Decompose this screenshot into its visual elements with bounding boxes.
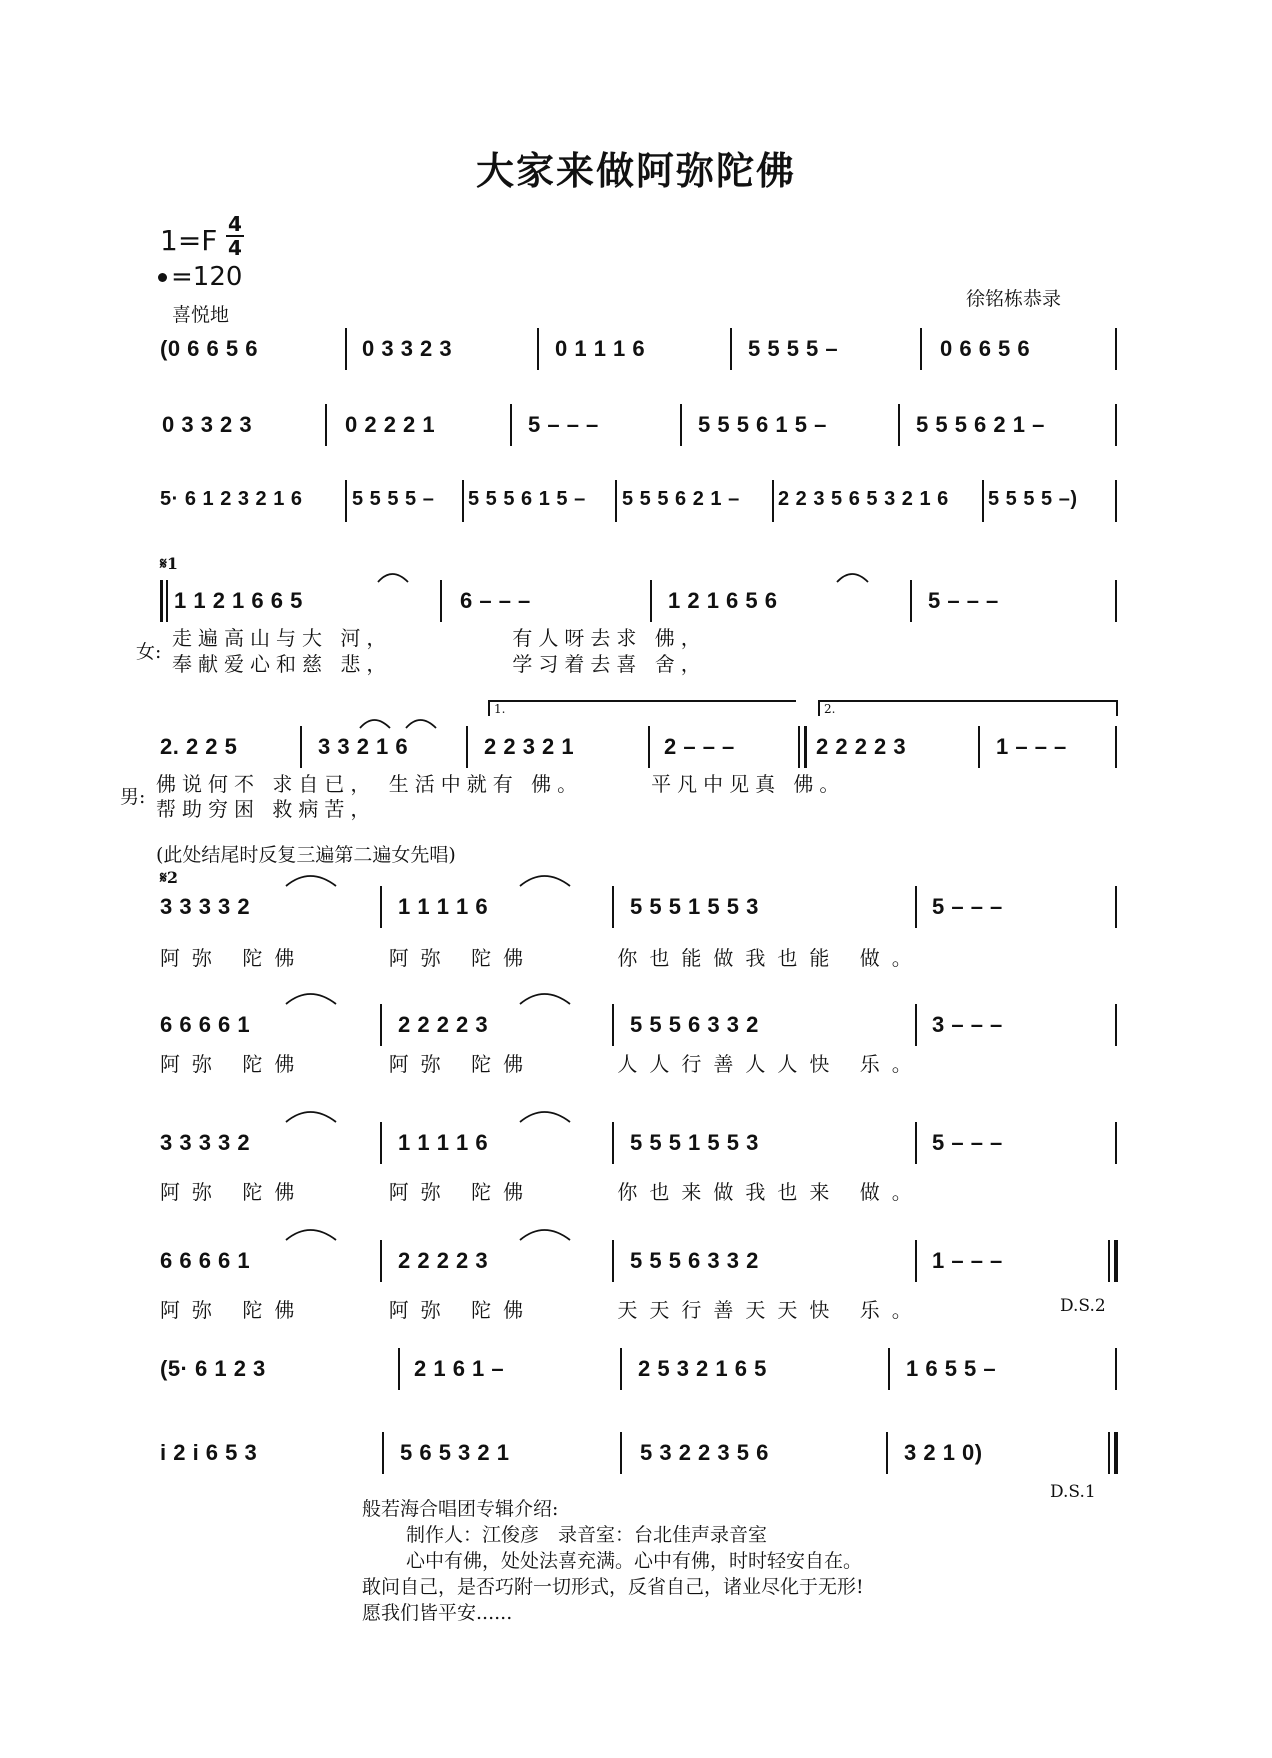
measure: (5· 6 1 2 3: [160, 1356, 266, 1381]
measure: 6 6 6 6 1: [160, 1248, 251, 1273]
measure: 0 1 1 1 6: [555, 336, 646, 361]
tempo-value: =120: [171, 262, 243, 292]
measure: 1 – – –: [932, 1248, 1003, 1273]
measure: 0 3 3 2 3: [162, 412, 253, 437]
measure: i 2 i 6 5 3: [160, 1440, 258, 1465]
album-notes-text: 心中有佛，处处法喜充满。心中有佛，时时轻安自在。: [406, 1550, 863, 1572]
expression-marking: 喜悦地: [172, 304, 230, 326]
measure: 2 – – –: [664, 734, 735, 759]
slur-mark: [520, 876, 570, 886]
slur-mark: [520, 1112, 570, 1122]
slur-mark: [286, 1112, 336, 1122]
measure: 2. 2 2 5: [160, 734, 238, 759]
measure: 6 6 6 6 1: [160, 1012, 251, 1037]
measure: 3 3 3 3 2: [160, 1130, 251, 1155]
album-notes-text: 愿我们皆平安......: [362, 1602, 513, 1624]
time-signature-bottom: 4: [228, 236, 242, 260]
volta-2-label: 2.: [824, 702, 836, 716]
album-notes-heading: 般若海合唱团专辑介绍:: [362, 1498, 559, 1520]
slur-mark: [837, 574, 868, 582]
measure: 2 2 3 2 1: [484, 734, 575, 759]
male-lyrics-verse-1: 佛说何不 求自已， 生活中就有 佛。 平凡中见真 佛。: [156, 772, 846, 796]
slur-mark: [378, 574, 408, 582]
measure: 5 5 5 6 2 1 –: [622, 488, 740, 510]
measure: 6 – – –: [460, 588, 531, 613]
measure: 0 2 2 2 1: [345, 412, 436, 437]
dal-segno-2: D.S.2: [1060, 1296, 1106, 1316]
measure: 2 2 3 5 6 5 3 2 1 6: [778, 488, 949, 510]
measure: 0 3 3 2 3: [362, 336, 453, 361]
song-title: 大家来做阿弥陀佛: [475, 149, 796, 193]
measure: 2 1 6 1 –: [414, 1356, 505, 1381]
measure: 2 5 3 2 1 6 5: [638, 1356, 767, 1381]
dal-segno-1: D.S.1: [1050, 1482, 1096, 1502]
measure: 3 – – –: [932, 1012, 1003, 1037]
key-signature: 1=F: [160, 224, 218, 257]
volta-1-label: 1.: [494, 702, 506, 716]
measure: 0 6 6 5 6: [940, 336, 1031, 361]
measure: 5· 6 1 2 3 2 1 6: [160, 488, 303, 510]
measure: 3 3 2 1 6: [318, 734, 409, 759]
measure: 5 5 5 6 1 5 –: [698, 412, 827, 437]
measure: 2 2 2 2 3: [398, 1012, 489, 1037]
measure: 5 5 5 1 5 5 3: [630, 1130, 759, 1155]
slur-mark: [520, 1230, 570, 1240]
slur-mark: [286, 876, 336, 886]
measure: 5 – – –: [528, 412, 599, 437]
chorus-lyrics: 阿弥 陀佛 阿弥 陀佛 人人行善人人快 乐。: [160, 1052, 924, 1076]
male-part-label: 男:: [120, 786, 146, 808]
measure: 5 5 5 6 2 1 –: [916, 412, 1045, 437]
slur-mark: [520, 994, 570, 1004]
measure: 3 3 3 3 2: [160, 894, 251, 919]
measure: 3 2 1 0): [904, 1440, 983, 1465]
measure: 2 2 2 2 3: [816, 734, 907, 759]
chorus-lyrics: 阿弥 陀佛 阿弥 陀佛 天天行善天天快 乐。: [160, 1298, 924, 1322]
measure: 5 6 5 3 2 1: [400, 1440, 510, 1465]
slur-mark: [286, 1230, 336, 1240]
measure: (0 6 6 5 6: [160, 336, 258, 361]
transcriber-credit: 徐铭栋恭录: [966, 288, 1062, 310]
measure: 1 6 5 5 –: [906, 1356, 997, 1381]
repeat-instruction: (此处结尾时反复三遍第二遍女先唱): [156, 844, 456, 866]
measure: 5 – – –: [928, 588, 999, 613]
time-signature-top: 4: [228, 212, 242, 236]
measure: 1 1 2 1 6 6 5: [174, 588, 303, 613]
measure: 5 5 5 1 5 5 3: [630, 894, 759, 919]
male-lyrics-verse-2: 帮助穷困 救病苦，: [156, 797, 377, 821]
slur-mark: [286, 994, 336, 1004]
measure: 5 – – –: [932, 894, 1003, 919]
measure: 5 5 5 5 –: [748, 336, 839, 361]
female-lyrics-verse-2: 奉献爱心和慈 悲， 学习着去喜 舍，: [172, 652, 707, 676]
female-lyrics-verse-1: 走遍高山与大 河， 有人呀去求 佛，: [172, 626, 707, 650]
chorus-lyrics: 阿弥 陀佛 阿弥 陀佛 你也来做我也来 做。: [160, 1180, 924, 1204]
measure: 5 5 5 5 –): [988, 488, 1078, 510]
measure: 1 – – –: [996, 734, 1067, 759]
measure: 5 – – –: [932, 1130, 1003, 1155]
segno-1: 𝄋1: [160, 554, 179, 573]
album-notes-credits: 制作人：江俊彦 录音室：台北佳声录音室: [406, 1524, 768, 1546]
chorus-lyrics: 阿弥 陀佛 阿弥 陀佛 你也能做我也能 做。: [160, 946, 924, 970]
measure: 5 5 5 5 –: [352, 488, 435, 510]
measure: 2 2 2 2 3: [398, 1248, 489, 1273]
measure: 1 1 1 1 6: [398, 1130, 489, 1155]
album-notes-text: 敢问自己，是否巧附一切形式，反省自己，诸业尽化于无形!: [362, 1576, 864, 1598]
measure: 1 2 1 6 5 6: [668, 588, 778, 613]
female-part-label: 女:: [136, 641, 162, 663]
measure: 5 5 5 6 3 3 2: [630, 1012, 759, 1037]
measure: 1 1 1 1 6: [398, 894, 489, 919]
slur-mark: [360, 720, 390, 728]
measure: 5 5 5 6 1 5 –: [468, 488, 586, 510]
measure: 5 3 2 2 3 5 6: [640, 1440, 769, 1465]
slur-mark: [406, 720, 436, 728]
measure: 5 5 5 6 3 3 2: [630, 1248, 759, 1273]
segno-2: 𝄋2: [160, 868, 179, 887]
